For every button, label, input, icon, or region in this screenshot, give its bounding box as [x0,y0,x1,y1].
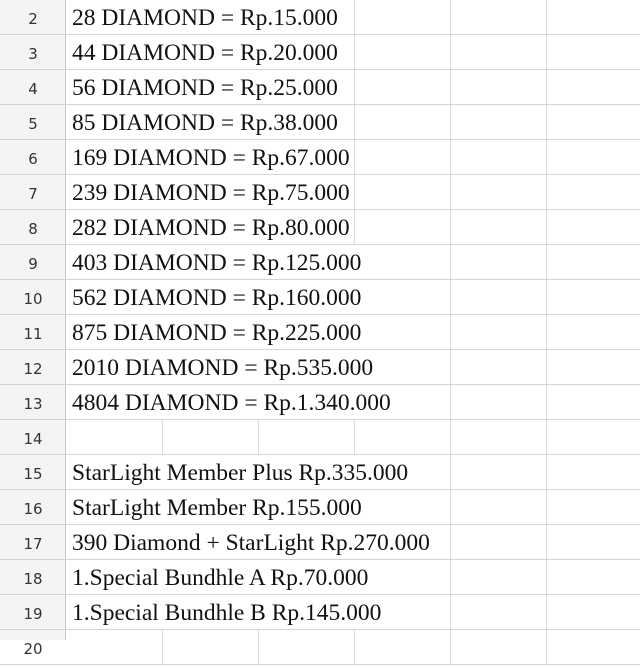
row-number[interactable]: 5 [28,115,38,133]
cell-a[interactable]: 56 DIAMOND = Rp.25.000 [72,70,340,104]
column-gridline [162,420,163,454]
column-gridline [450,420,451,454]
row-number[interactable]: 19 [23,605,43,623]
column-gridline [450,560,451,594]
cell-a[interactable]: StarLight Member Plus Rp.335.000 [72,455,410,489]
cell-a[interactable]: 562 DIAMOND = Rp.160.000 [72,280,363,314]
table-row [0,105,640,140]
table-row [0,70,640,105]
cell-a[interactable]: 28 DIAMOND = Rp.15.000 [72,0,340,34]
column-gridline [546,70,547,104]
row-number[interactable]: 9 [28,255,38,273]
column-gridline [450,245,451,279]
cell-a[interactable] [72,630,74,664]
row-number[interactable]: 18 [23,570,43,588]
cell-a[interactable]: 4804 DIAMOND = Rp.1.340.000 [72,385,393,419]
cell-a[interactable]: 390 Diamond + StarLight Rp.270.000 [72,525,432,559]
column-gridline [450,490,451,524]
table-row [0,315,640,350]
table-row [0,175,640,210]
table-row [0,0,640,35]
column-gridline [258,630,259,664]
column-gridline [354,140,355,174]
row-number[interactable]: 10 [23,290,43,308]
cell-a[interactable]: 85 DIAMOND = Rp.38.000 [72,105,340,139]
column-gridline [546,280,547,314]
column-gridline [354,210,355,244]
cell-a[interactable]: StarLight Member Rp.155.000 [72,490,364,524]
column-gridline [450,280,451,314]
column-gridline [546,525,547,559]
row-number[interactable]: 17 [23,535,43,553]
cell-a[interactable]: 403 DIAMOND = Rp.125.000 [72,245,363,279]
cell-a[interactable]: 44 DIAMOND = Rp.20.000 [72,35,340,69]
column-gridline [546,595,547,629]
cell-a[interactable]: 875 DIAMOND = Rp.225.000 [72,315,363,349]
column-gridline [450,175,451,209]
column-gridline [450,105,451,139]
column-gridline [546,350,547,384]
table-row [0,490,640,525]
row-number[interactable]: 15 [23,465,43,483]
row-number[interactable]: 13 [23,395,43,413]
cell-a[interactable]: 1.Special Bundhle B Rp.145.000 [72,595,383,629]
table-row [0,420,640,455]
column-gridline [450,140,451,174]
table-row [0,245,640,280]
column-gridline [354,70,355,104]
cell-a[interactable] [72,420,74,454]
row-number[interactable]: 14 [23,430,43,448]
table-row [0,385,640,420]
table-row [0,455,640,490]
cell-a[interactable]: 282 DIAMOND = Rp.80.000 [72,210,352,244]
column-gridline [546,245,547,279]
column-gridline [546,210,547,244]
column-gridline [546,490,547,524]
row-number[interactable]: 11 [23,325,43,343]
column-gridline [546,0,547,34]
column-gridline [450,315,451,349]
column-gridline [450,630,451,664]
column-gridline [450,455,451,489]
cell-a[interactable]: 169 DIAMOND = Rp.67.000 [72,140,352,174]
column-gridline [546,420,547,454]
column-gridline [450,595,451,629]
column-gridline [354,630,355,664]
column-gridline [450,525,451,559]
row-number[interactable]: 16 [23,500,43,518]
column-gridline [354,0,355,34]
column-gridline [450,385,451,419]
table-row [0,350,640,385]
row-number[interactable]: 2 [28,10,38,28]
column-gridline [354,175,355,209]
column-gridline [546,630,547,664]
table-row [0,595,640,630]
column-gridline [450,350,451,384]
column-gridline [546,315,547,349]
row-number[interactable]: 20 [23,640,43,658]
row-number[interactable]: 3 [28,45,38,63]
column-gridline [258,420,259,454]
column-gridline [546,175,547,209]
column-gridline [450,210,451,244]
column-gridline [546,560,547,594]
table-row [0,280,640,315]
table-row [0,560,640,595]
table-row [0,630,640,665]
column-gridline [162,630,163,664]
column-gridline [546,105,547,139]
column-gridline [546,385,547,419]
table-row [0,525,640,560]
row-number[interactable]: 6 [28,150,38,168]
table-row [0,35,640,70]
column-gridline [546,455,547,489]
row-number[interactable]: 4 [28,80,38,98]
column-gridline [354,35,355,69]
column-gridline [546,35,547,69]
table-row [0,140,640,175]
row-number[interactable]: 8 [28,220,38,238]
column-gridline [354,105,355,139]
column-gridline [450,70,451,104]
row-number[interactable]: 7 [28,185,38,203]
cell-a[interactable]: 2010 DIAMOND = Rp.535.000 [72,350,375,384]
table-row [0,210,640,245]
cell-a[interactable]: 239 DIAMOND = Rp.75.000 [72,175,352,209]
cell-a[interactable]: 1.Special Bundhle A Rp.70.000 [72,560,370,594]
row-number[interactable]: 12 [23,360,43,378]
column-gridline [450,0,451,34]
column-gridline [450,35,451,69]
column-gridline [354,420,355,454]
column-gridline [546,140,547,174]
